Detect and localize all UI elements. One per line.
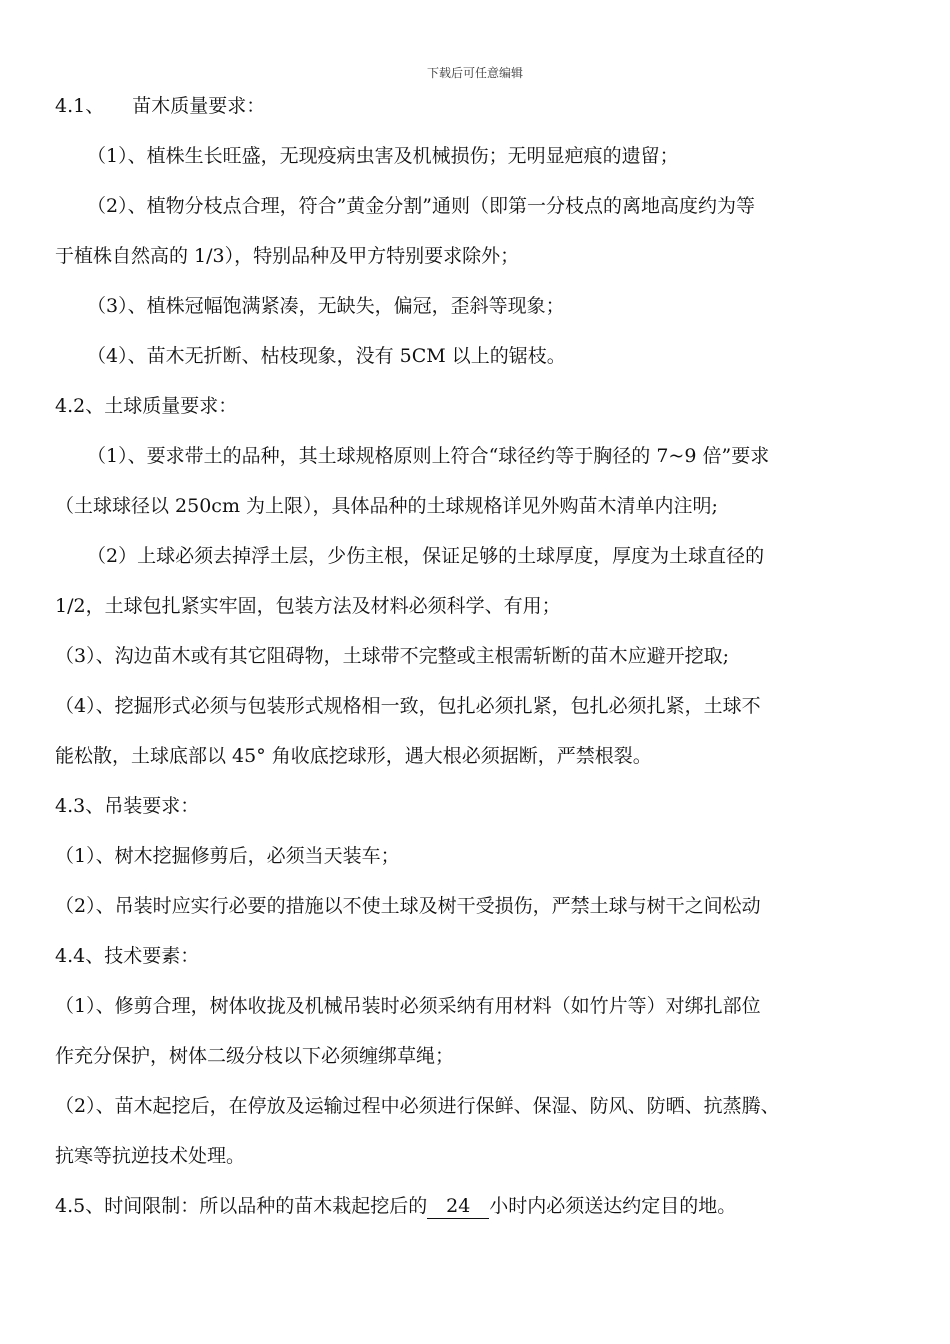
- time-limit-suffix: 小时内必须送达约定目的地。: [489, 1195, 737, 1217]
- section-4-1-heading: [55, 86, 905, 136]
- section-title: 苗木质量要求：: [132, 95, 266, 117]
- time-limit-prefix: 4.5、时间限制：所以品种的苗木栽起挖后的: [55, 1195, 428, 1217]
- paragraph-4-3-1: （1）、树木挖掘修剪后，必须当天装车；: [55, 845, 400, 867]
- section-4-5-time-limit: [55, 1186, 905, 1236]
- paragraph-4-4-1-line1: （1）、修剪合理，树体收拢及机械吊装时必须采纳有用材料（如竹片等）对绑扎部位: [55, 995, 761, 1017]
- paragraph-4-4-2-line1: （2）、苗木起挖后，在停放及运输过程中必须进行保鲜、保湿、防风、防晒、抗蒸腾、: [55, 1095, 780, 1117]
- paragraph-4-2-4-line1: （4）、挖掘形式必须与包装形式规格相一致，包扎必须扎紧，包扎必须扎紧，土球不: [55, 695, 761, 717]
- paragraph-4-4-1-line2: 作充分保护，树体二级分枝以下必须缠绑草绳；: [55, 1045, 455, 1067]
- document-body: [55, 86, 905, 1236]
- section-4-2-heading: 4.2、土球质量要求：: [55, 395, 238, 417]
- paragraph-4-1-4: （4）、苗木无折断、枯枝现象，没有 5CM 以上的锯枝。: [87, 345, 566, 367]
- section-number: 4.1、: [55, 95, 105, 117]
- paragraph-4-2-2-line1: （2）上球必须去掉浮土层，少伤主根，保证足够的土球厚度，厚度为土球直径的: [87, 545, 765, 567]
- paragraph-4-2-4-line2: 能松散，土球底部以 45° 角收底挖球形，遇大根必须据断，严禁根裂。: [55, 745, 652, 767]
- paragraph-4-4-2-line2: 抗寒等抗逆技术处理。: [55, 1145, 246, 1167]
- page-header-note: 下载后可任意编辑: [426, 66, 523, 80]
- paragraph-4-1-2-line2: 于植株自然高的 1/3），特别品种及甲方特别要求除外；: [55, 245, 520, 267]
- section-4-4-heading: 4.4、技术要素：: [55, 945, 200, 967]
- paragraph-4-1-2-line1: （2）、植物分枝点合理，符合”黄金分割”通则（即第一分枝点的离地高度约为等: [87, 195, 756, 217]
- paragraph-4-2-1-line2: （土球球径以 250cm 为上限），具体品种的土球规格详见外购苗木清单内注明;: [55, 495, 718, 517]
- hours-blank-value: 24: [427, 1194, 489, 1219]
- paragraph-4-2-3: （3）、沟边苗木或有其它阻碍物，土球带不完整或主根需斩断的苗木应避开挖取;: [55, 645, 729, 667]
- paragraph-4-1-3: （3）、植株冠幅饱满紧凑，无缺失，偏冠，歪斜等现象；: [87, 295, 565, 317]
- paragraph-4-1-1: （1）、植株生长旺盛，无现疫病虫害及机械损伤；无明显疤痕的遗留；: [87, 145, 679, 167]
- paragraph-4-2-2-line2: 1/2，土球包扎紧实牢固，包装方法及材料必须科学、有用；: [55, 595, 561, 617]
- section-4-3-heading: 4.3、吊装要求：: [55, 795, 200, 817]
- paragraph-4-2-1-line1: （1）、要求带土的品种，其土球规格原则上符合“球径约等于胸径的 7~9 倍”要求: [87, 445, 770, 467]
- paragraph-4-3-2: （2）、吊装时应实行必要的措施以不使土球及树干受损伤，严禁土球与树干之间松动: [55, 895, 761, 917]
